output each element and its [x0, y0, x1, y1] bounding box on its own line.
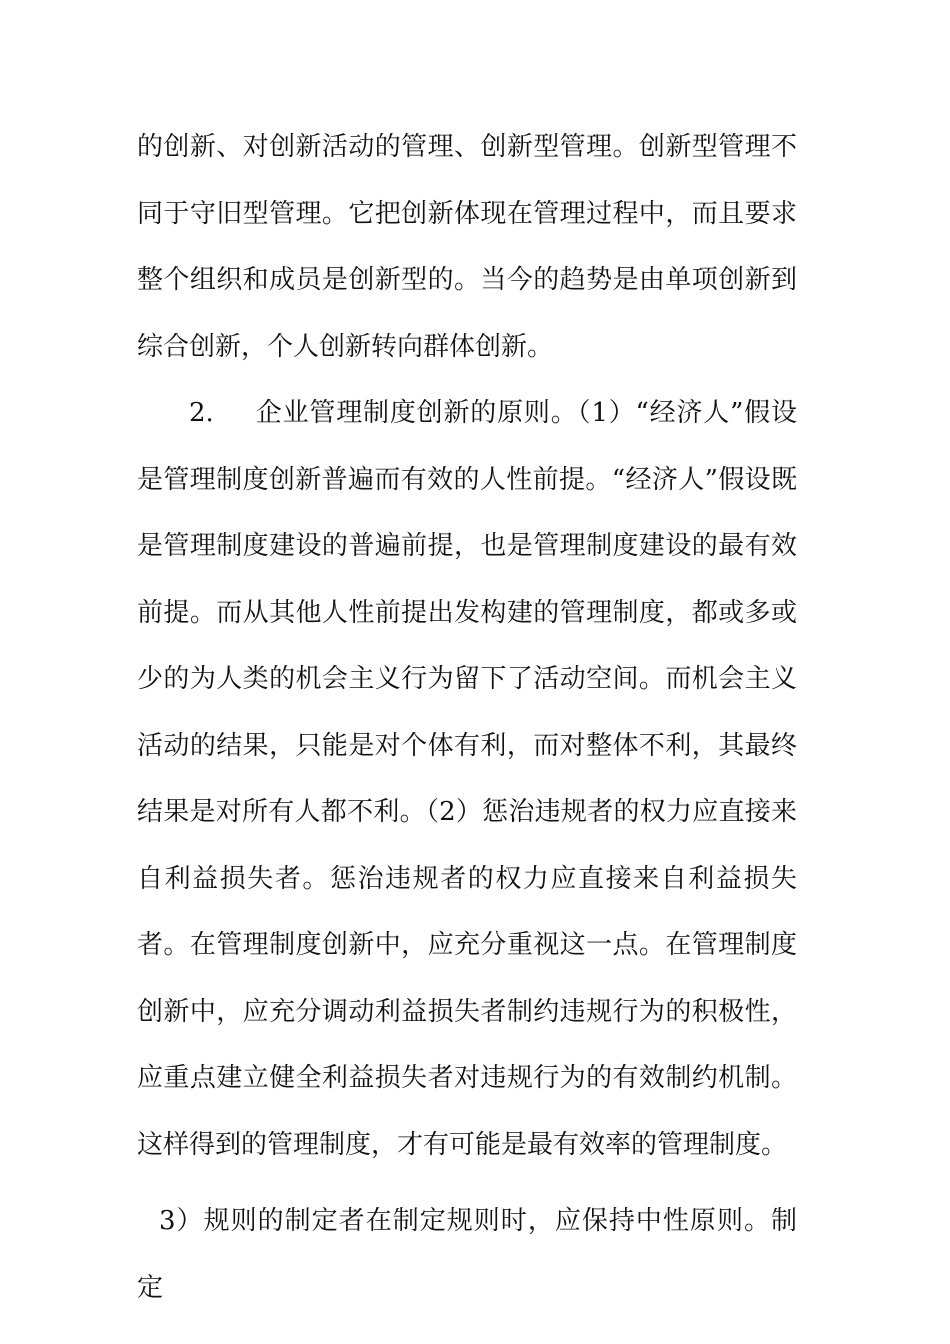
paragraph-3 — [137, 1188, 797, 1321]
paragraph-2 — [137, 380, 797, 1178]
paragraph-3-text: 3）规则的制定者在制定规则时，应保持中性原则。制定 — [137, 1206, 797, 1303]
document-body — [137, 114, 797, 1321]
paragraph-2-text: 企业管理制度创新的原则。（1）“经济人”假设是管理制度创新普遍而有效的人性前提。“经济人”假设既是管理制度建设的普遍前提，也是管理制度建设的最有效前提。而从其他人性前提出发构建的管理制度，都或多或少的为人类的机会主义行为留下了活动空间。而机会主义活动的结果，只能是对个体有利，而对整体不利，其最终结果是对所有人都不利。（2）惩治违规者的权力应直接来自利益损失者。惩治违规者的权力应直接来自利益损失者。在管理制度创新中，应充分重视这一点。在管理制度创新中，应充分调动利益损失者制约违规行为的积极性，应重点建立健全利益损失者对违规行为的有效制约机制。这样得到的管理制度，才有可能是最有效率的管理制度。 — [137, 398, 797, 1160]
paragraph-2-number: 2. — [189, 398, 214, 428]
paragraph-1 — [137, 114, 797, 380]
paragraph-1-text: 的创新、对创新活动的管理、创新型管理。创新型管理不同于守旧型管理。它把创新体现在管理过程中，而且要求整个组织和成员是创新型的。当今的趋势是由单项创新到综合创新，个人创新转向群体创新。 — [137, 132, 797, 362]
